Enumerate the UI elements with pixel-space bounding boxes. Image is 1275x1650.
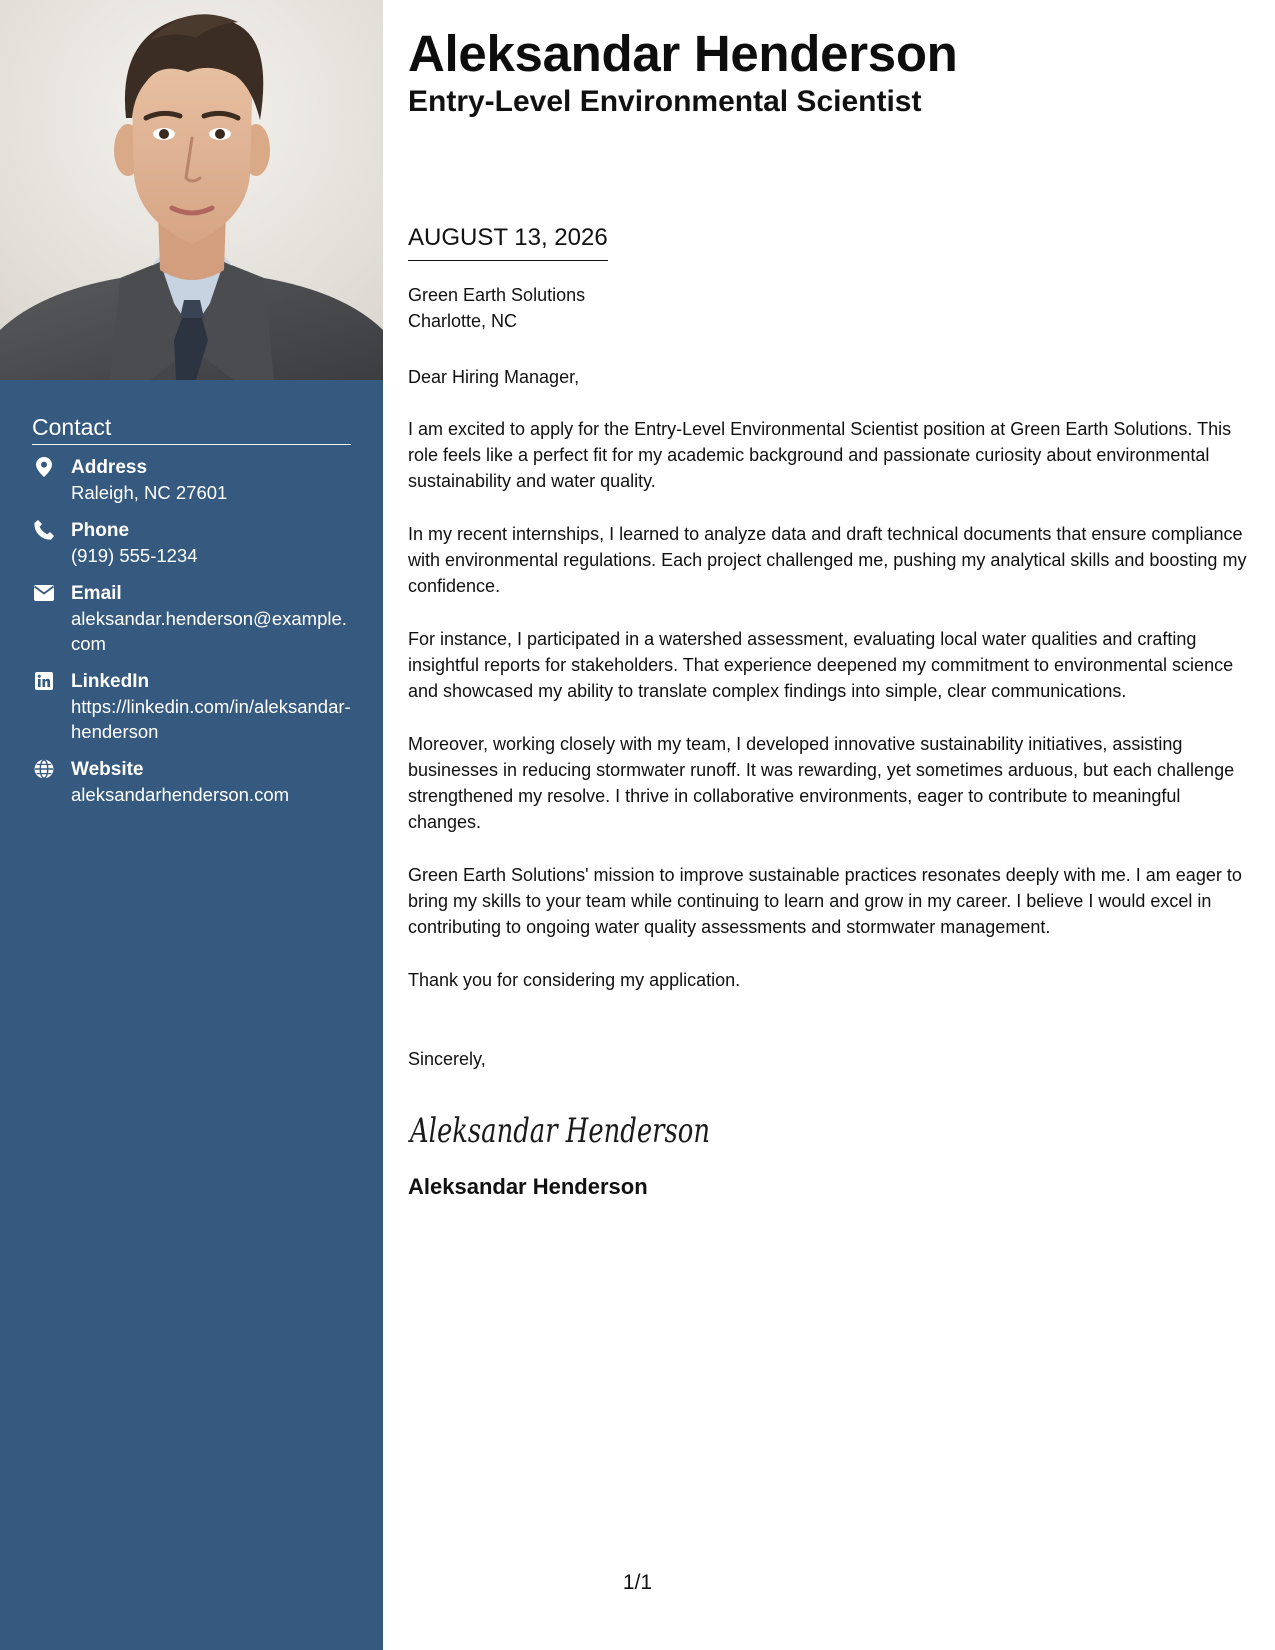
envelope-icon — [34, 583, 54, 603]
job-title: Entry-Level Environmental Scientist — [408, 85, 922, 118]
recipient-block — [408, 282, 1250, 335]
contact-value: Raleigh, NC 27601 — [71, 482, 228, 503]
letter-body — [408, 282, 1250, 1202]
contact-label: Email — [71, 583, 122, 604]
letter-date: AUGUST 13, 2026 — [408, 222, 608, 261]
contact-label: LinkedIn — [71, 671, 150, 692]
contact-website — [32, 757, 351, 807]
contact-email — [32, 581, 351, 656]
contact-address — [32, 455, 351, 505]
globe-icon — [34, 759, 54, 779]
page-number: 1/1 — [622, 1571, 653, 1594]
linkedin-link[interactable]: https://linkedin.com/in/aleksandar-henderson — [71, 696, 351, 742]
svg-text:Aleksandar Henderson: Aleksandar Henderson — [407, 1111, 710, 1152]
map-pin-icon — [34, 457, 54, 477]
salutation: Dear Hiring Manager, — [408, 366, 580, 387]
main-column — [407, 24, 1250, 1200]
signer-name: Aleksandar Henderson — [408, 1174, 648, 1200]
applicant-name: Aleksandar Henderson — [408, 25, 958, 82]
contact-label: Phone — [71, 520, 130, 541]
phone-icon — [34, 520, 54, 540]
profile-photo — [0, 0, 383, 380]
closing-thanks: Thank you for considering my application. — [408, 969, 741, 990]
body-paragraph: I am excited to apply for the Entry-Level Environmental Scientist position at Green Earth Solutions. This role feels like a perfect fit for my academic background and passionate curiosity about environmental sustainability and water quality. — [408, 418, 1232, 492]
body-paragraph: Moreover, working closely with my team, I developed innovative sustainability initiatives, assisting businesses in reducing stormwater runoff. It was rewarding, yet sometimes arduous, but each challenge strengthened my resolve. I thrive in collaborative environments, eager to contribute to meaningful changes. — [408, 733, 1235, 833]
body-paragraph: For instance, I participated in a watershed assessment, evaluating local water qualities and crafting insightful reports for stakeholders. That experience deepened my commitment to environmental science and showcased my ability to translate complex findings into simple, clear communications. — [408, 628, 1234, 702]
contact-section — [32, 412, 351, 820]
linkedin-icon — [34, 671, 54, 691]
contact-label: Website — [71, 759, 144, 780]
contact-label: Address — [71, 457, 148, 478]
date-block — [408, 222, 608, 261]
closing: Sincerely, — [408, 1048, 486, 1069]
contact-linkedin — [32, 669, 351, 744]
body-paragraph: In my recent internships, I learned to analyze data and draft technical documents that ensure compliance with environmental regulations. Each project challenged me, pushing my analytical skills and boosting my confidence. — [408, 523, 1247, 597]
handwritten-signature — [407, 1102, 710, 1154]
email-link[interactable]: aleksandar.henderson@example.com — [71, 608, 347, 654]
body-paragraph: Green Earth Solutions' mission to improve sustainable practices resonates deeply with me. I am eager to bring my skills to your team while continuing to learn and grow in my career. I believe I would excel in contributing to ongoing water quality assessments and stormwater management. — [408, 864, 1242, 938]
contact-heading: Contact — [32, 412, 351, 445]
contact-value: (919) 555-1234 — [71, 545, 198, 566]
recipient-company: Green Earth Solutions — [408, 285, 586, 305]
contact-phone — [32, 518, 351, 568]
website-link[interactable]: aleksandarhenderson.com — [71, 784, 290, 805]
sidebar — [0, 0, 383, 1650]
recipient-location: Charlotte, NC — [408, 311, 518, 332]
